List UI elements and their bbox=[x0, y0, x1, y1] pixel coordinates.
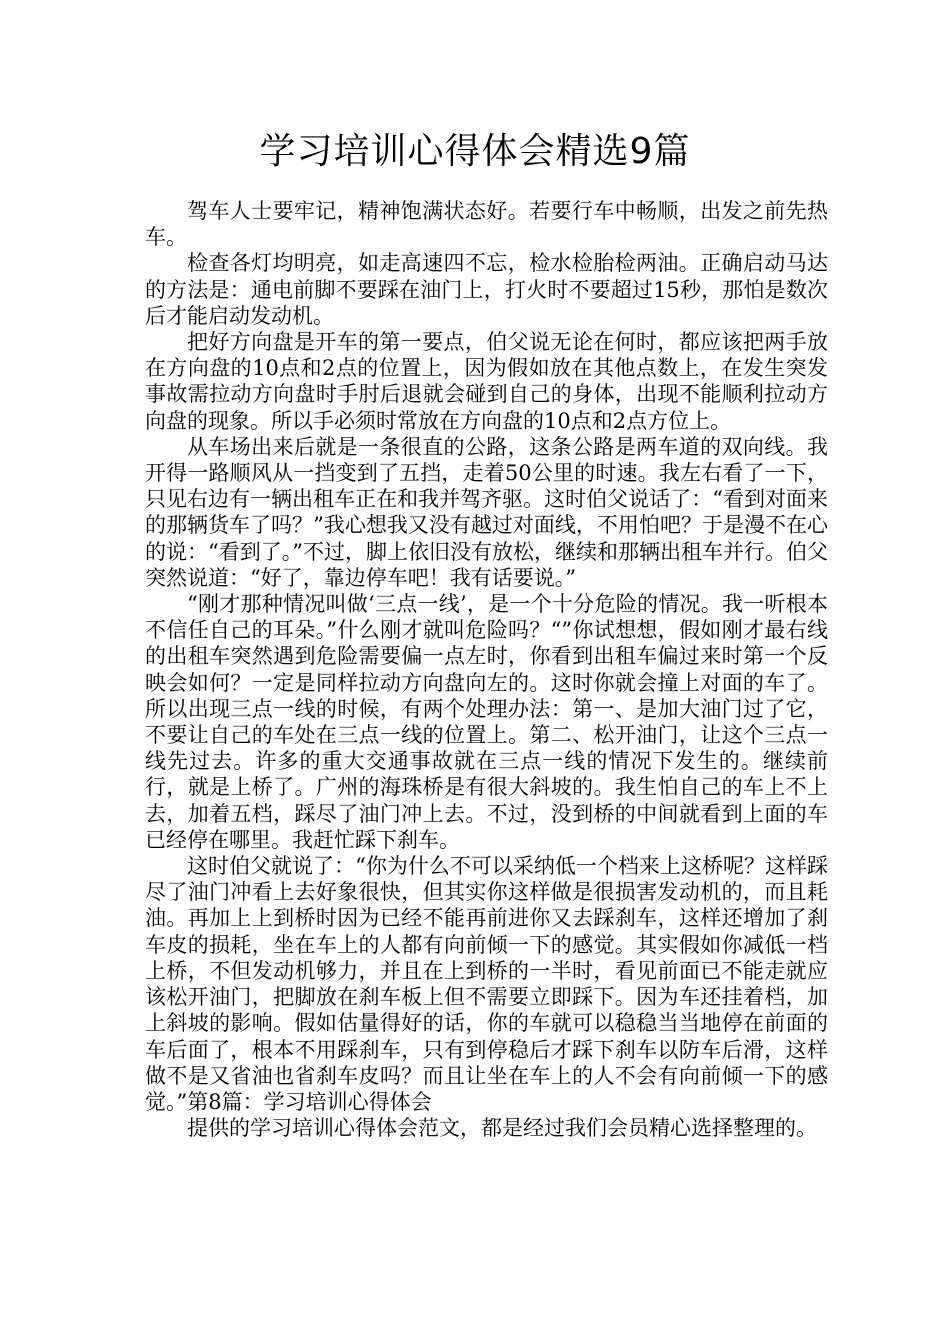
paragraph-1: 驾车人士要牢记，精神饱满状态好。若要行车中畅顺，出发之前先热车。 bbox=[145, 199, 828, 250]
paragraph-6: 这时伯父就说了：“你为什么不可以采纳低一个档来上这桥呢？这样踩尽了油门冲看上去好象很快，但其实你这样做是很损害发动机的，而且耗油。再加上上到桥时因为已经不能再前进你又去踩刹车，这样还增加了刹车皮的损耗，坐在车上的人都有向前倾一下的感觉。其实假如你减低一档上桥，不但发动机够力，并且在上到桥的一半时，看见前面已不能走就应该松开油门，把脚放在刹车板上但不需要立即踩下。因为车还挂着档，加上斜坡的影响。假如估量得好的话，你的车就可以稳稳当当地停在前面的车后面了，根本不用踩刹车，只有到停稳后才踩下刹车以防车后滑，这样做不是又省油也省刹车皮吗？而且让坐在车上的人不会有向前倾一下的感觉。”第8篇：学习培训心得体会 bbox=[145, 854, 828, 1114]
paragraph-4: 从车场出来后就是一条很直的公路，这条公路是两车道的双向线。我开得一路顺风从一挡变到了五挡，走着50公里的时速。我左右看了一下，只见右边有一辆出租车正在和我并驾齐驱。这时伯父说话了：“看到对面来的那辆货车了吗？”我心想我又没有越过对面线，不用怕吧？于是漫不在心的说：“看到了。”不过，脚上依旧没有放松，继续和那辆出租车并行。伯父突然说道：“好了，靠边停车吧！我有话要说。” bbox=[145, 434, 828, 590]
document-body bbox=[145, 198, 828, 1141]
paragraph-7: 提供的学习培训心得体会范文，都是经过我们会员精心选择整理的。 bbox=[187, 1116, 817, 1141]
paragraph-3: 把好方向盘是开车的第一要点，伯父说无论在何时，都应该把两手放在方向盘的10点和2点的位置上，因为假如放在其他点数上，在发生突发事故需拉动方向盘时手肘后退就会碰到自己的身体，出现不能顺利拉动方向盘的现象。所以手必须时常放在方向盘的10点和2点方位上。 bbox=[145, 330, 828, 433]
paragraph-5: “刚才那种情况叫做‘三点一线’，是一个十分危险的情况。我一听根本不信任自己的耳朵。”什么刚才就叫危险吗？“”你试想想，假如刚才最右线的出租车突然遇到危险需要偏一点左时，你看到出租车偏过来时第一个反映会如何？一定是同样拉动方向盘向左的。这时你就会撞上对面的车了。所以出现三点一线的时候，有两个处理办法：第一、是加大油门过了它，不要让自己的车处在三点一线的位置上。第二、松开油门，让这个三点一线先过去。许多的重大交通事故就在三点一线的情况下发生的。继续前行，就是上桥了。广州的海珠桥是有很大斜坡的。我生怕自己的车上不上去，加着五档，踩尽了油门冲上去。不过，没到桥的中间就看到上面的车已经停在哪里。我赶忙踩下刹车。 bbox=[145, 592, 828, 852]
paragraph-2: 检查各灯均明亮，如走高速四不忘，检水检胎检两油。正确启动马达的方法是：通电前脚不要踩在油门上，打火时不要超过15秒，那怕是数次后才能启动发动机。 bbox=[145, 251, 828, 328]
document-title: 学习培训心得体会精选9篇 bbox=[259, 131, 691, 172]
